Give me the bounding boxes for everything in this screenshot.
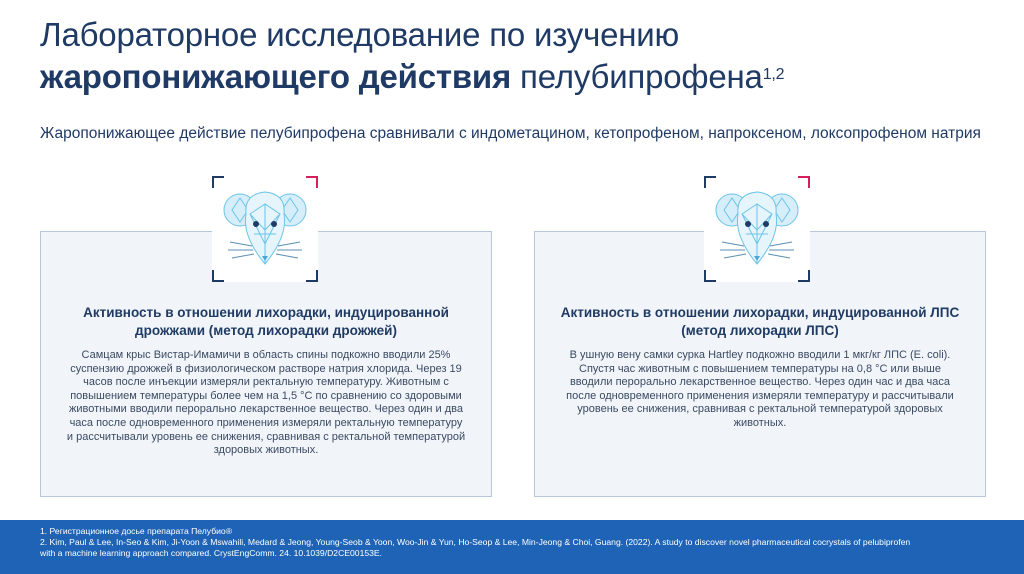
title-rest: пелубипрофена (511, 58, 763, 95)
subtitle: Жаропонижающее действие пелубипрофена сравнивали с индометацином, кетопрофеном, напроксеном, локсопрофеном натрия (40, 125, 981, 142)
reference-2-cont: with a machine learning approach compared. CrystEngComm. 24. 10.1039/D2CE00153E. (40, 548, 383, 558)
title-bold: жаропонижающего действия (40, 58, 512, 95)
card-heading: Активность в отношении лихорадки, индуцированной дрожжами (метод лихорадки дрожжей) (83, 305, 449, 338)
reference-1: 1. Регистрационное досье препарата Пелубио® (40, 526, 233, 536)
reference-2: 2. Kim, Paul & Lee, In-Seo & Kim, Ji-Yoon & Mswahili, Medard & Jeong, Young-Seob & Yoon, Woo-Jin & Yun, Ho-Seop & Lee, Min-Jeong & Choi, Guang. (2022). A study to discover novel pharmaceutical cocrystals of pelubiprofen (40, 537, 911, 547)
card-body: В ушную вену самки сурка Hartley подкожно вводили 1 мкг/кг ЛПС (E. coli). Спустя час животным с повышением температуры на 0,8 °С или выше вводили перорально лекарственное вещество. Через один час и два часа после одновременного применения измеряли температуру и рассчитывали уровень ее снижения, сравнивая с ректальной температурой здоровых животных. (566, 349, 954, 429)
rat-icon-frame (704, 176, 810, 282)
rat-icon (714, 184, 800, 274)
references-footer (0, 520, 1024, 574)
page-title (40, 14, 980, 98)
title-sup: 1,2 (762, 66, 785, 83)
title-line-2 (40, 56, 980, 98)
rat-icon-frame (212, 176, 318, 282)
card-heading: Активность в отношении лихорадки, индуцированной ЛПС (метод лихорадки ЛПС) (560, 305, 960, 338)
card-body: Самцам крыс Вистар-Имамичи в область спины подкожно вводили 25% суспензию дрожжей в физиологическом растворе натрия хлорида. Через 19 часов после инъекции измеряли ректальную температуру. Животным с повышением температуры более чем на 1,5 °С по сравнению со здоровыми животными вводили перорально лекарственное вещество. Через один и два часа после одновременного применения измеряли ректальную температуру и рассчитывали уровень ее снижения, сравнивая с ректальной температурой здоровых животных. (66, 349, 466, 457)
title-line-1: Лабораторное исследование по изучению (40, 16, 680, 53)
rat-icon (222, 184, 308, 274)
